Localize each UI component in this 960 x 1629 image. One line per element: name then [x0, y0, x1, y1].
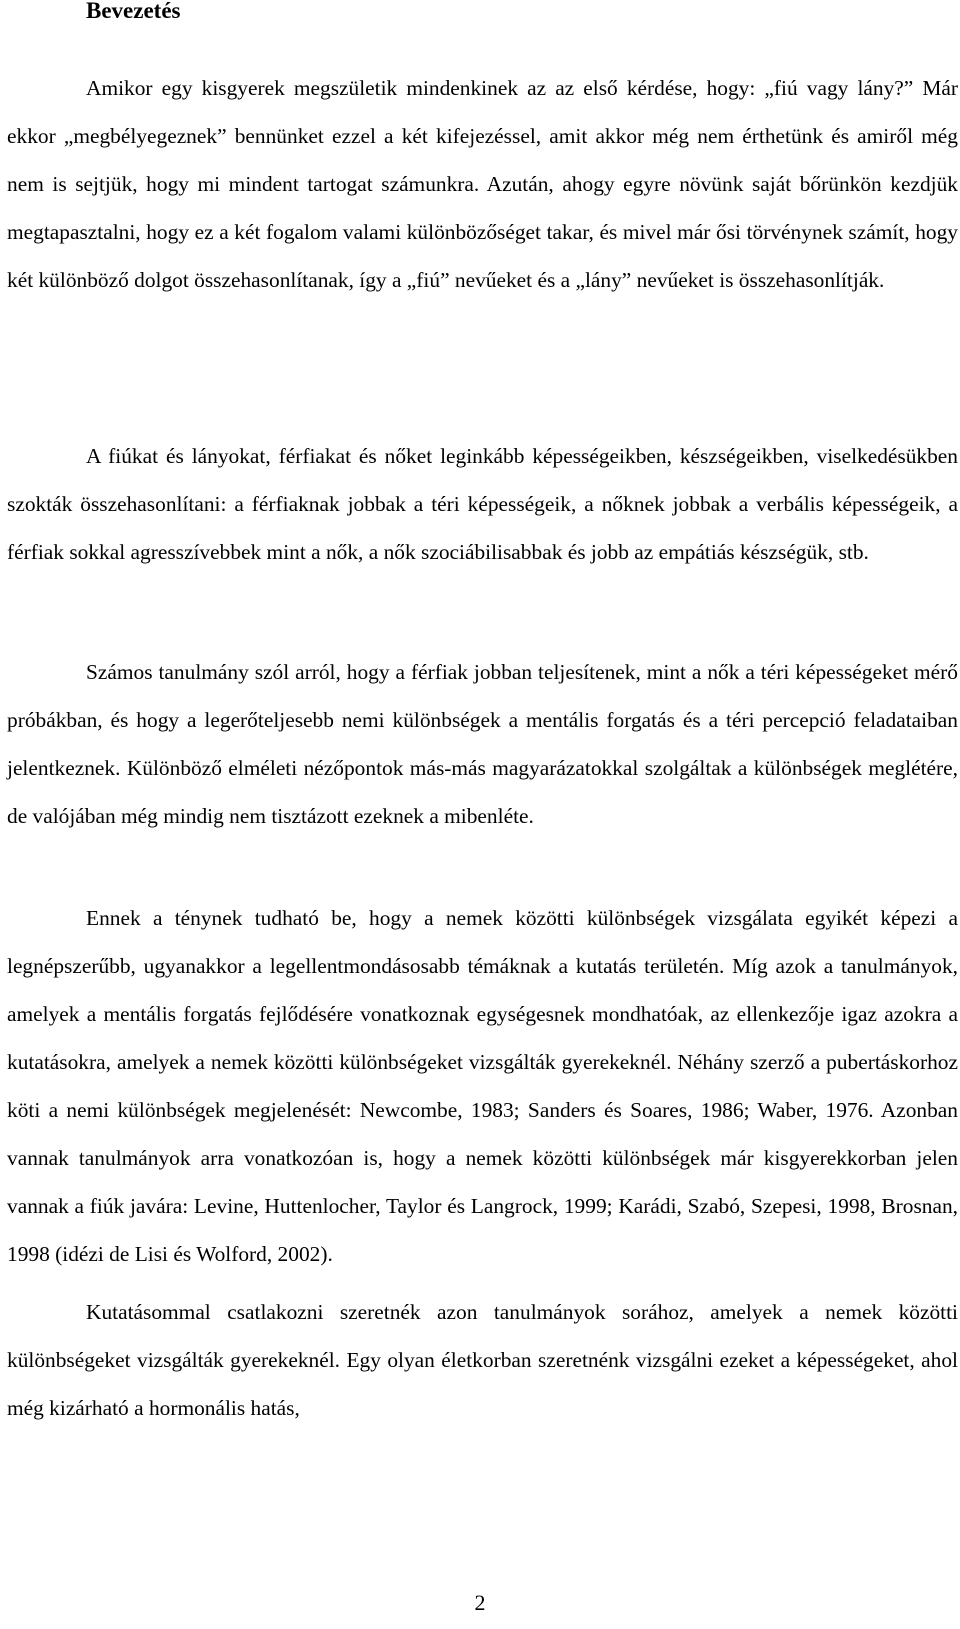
paragraph-own-research: Kutatásommal csatlakozni szeretnék azon tanulmányok sorához, amelyek a nemek közötti különbségeket vizsgálták gyerekeknél. Egy olyan életkorban szeretnénk vizsgálni ezeket a képességeket, ahol még kizárható a hormonális hatás,	[7, 1300, 958, 1420]
page-number: 2	[474, 1590, 486, 1615]
paragraph-studies: Számos tanulmány szól arról, hogy a férfiak jobban teljesítenek, mint a nők a téri képességeket mérő próbákban, és hogy a legerőteljesebb nemi különbségek a mentális forgatás és a téri percepció feladataiban jelentkeznek. Különböző elméleti nézőpontok más-más magyarázatokkal szolgáltak a különbségek meglétére, de valójában még mindig nem tisztázott ezeknek a mibenléte.	[7, 660, 958, 828]
paragraph-introduction: Amikor egy kisgyerek megszületik mindenkinek az az első kérdése, hogy: „fiú vagy lány?” Már ekkor „megbélyegeznek” bennünket ezzel a két kifejezéssel, amit akkor még nem érthetünk és amiről még nem is sejtjük, hogy mi mindent tartogat számunkra. Azután, ahogy egyre növünk saját bőrünkön kezdjük megtapasztalni, hogy ez a két fogalom valami különbözőséget takar, és mivel már ősi törvénynek számít, hogy két különböző dolgot összehasonlítanak, így a „fiú” nevűeket és a „lány” nevűeket is összehasonlítják.	[7, 76, 958, 292]
paragraph-research-field: Ennek a ténynek tudható be, hogy a nemek közötti különbségek vizsgálata egyikét képezi a legnépszerűbb, ugyanakkor a legellentmondásosabb témáknak a kutatás területén. Míg azok a tanulmányok, amelyek a mentális forgatás fejlődésére vonatkoznak egységesnek mondhatóak, az ellenkezője igaz azokra a kutatásokra, amelyek a nemek közötti különbségeket vizsgálták gyerekeknél. Néhány szerző a pubertáskorhoz köti a nemi különbségek megjelenését: Newcombe, 1983; Sanders és Soares, 1986; Waber, 1976. Azonban vannak tanulmányok arra vonatkozóan is, hogy a nemek közötti különbségek már kisgyerekkorban jelen vannak a fiúk javára: Levine, Huttenlocher, Taylor és Langrock, 1999; Karádi, Szabó, Szepesi, 1998, Brosnan, 1998 (idézi de Lisi és Wolford, 2002).	[7, 906, 958, 1266]
paragraph-comparisons: A fiúkat és lányokat, férfiakat és nőket leginkább képességeikben, készségeikben, viselkedésükben szokták összehasonlítani: a férfiaknak jobbak a téri képességeik, a nőknek jobbak a verbális képességeik, a férfiak sokkal agresszívebbek mint a nők, a nők szociábilisabbak és jobb az empátiás készségük, stb.	[7, 444, 958, 564]
section-heading: Bevezetés	[86, 0, 181, 23]
